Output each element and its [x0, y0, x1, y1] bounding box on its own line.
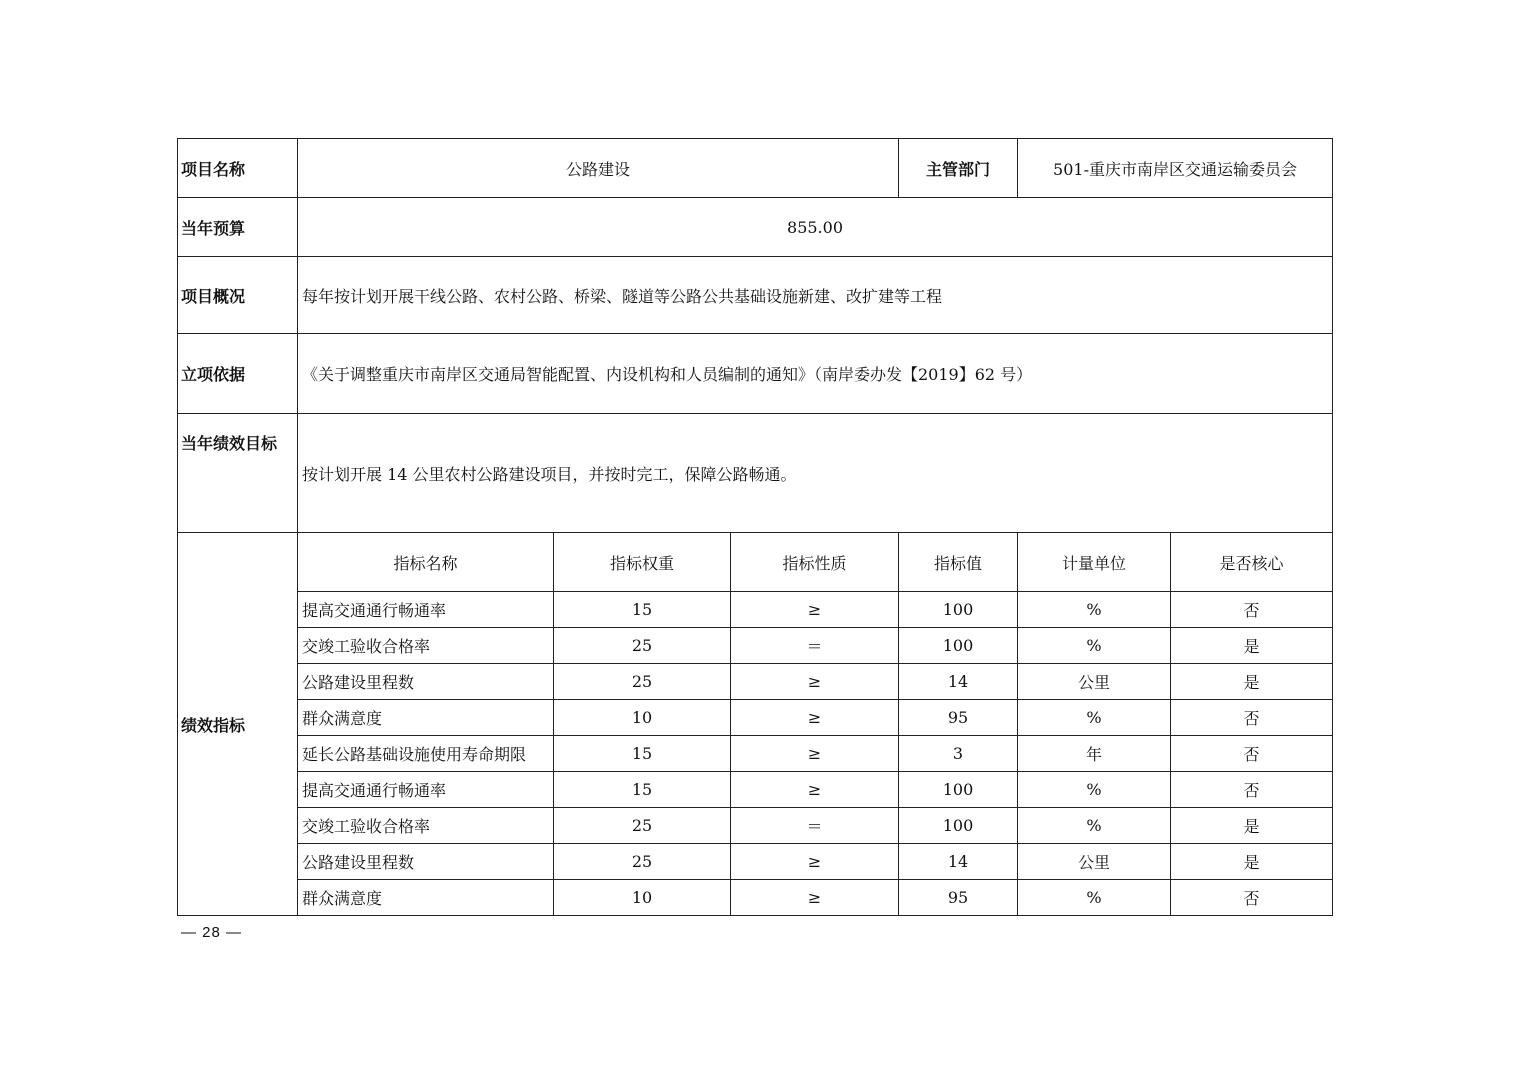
indicator-nature: ＝	[731, 808, 899, 844]
indicator-nature: ≥	[731, 880, 899, 916]
indicator-value: 14	[899, 844, 1018, 880]
indicator-name: 提高交通通行畅通率	[298, 772, 554, 808]
project-performance-table	[177, 138, 1333, 916]
table-row	[178, 880, 1333, 916]
indicator-nature: ≥	[731, 700, 899, 736]
indicator-weight: 25	[554, 808, 731, 844]
table-row	[178, 628, 1333, 664]
indicator-is-core: 否	[1171, 592, 1333, 628]
indicator-is-core: 是	[1171, 664, 1333, 700]
project-name-value: 公路建设	[298, 139, 899, 198]
indicator-value: 100	[899, 772, 1018, 808]
indicator-is-core: 是	[1171, 628, 1333, 664]
indicator-nature: ≥	[731, 664, 899, 700]
indicators-section-label: 绩效指标	[178, 533, 298, 916]
header-indicator-nature: 指标性质	[731, 533, 899, 592]
table-row	[178, 592, 1333, 628]
header-indicator-weight: 指标权重	[554, 533, 731, 592]
table-row	[178, 700, 1333, 736]
indicator-is-core: 否	[1171, 736, 1333, 772]
indicator-weight: 15	[554, 772, 731, 808]
indicator-is-core: 否	[1171, 772, 1333, 808]
project-name-label: 项目名称	[178, 139, 298, 198]
indicator-nature: ≥	[731, 736, 899, 772]
indicator-name: 公路建设里程数	[298, 844, 554, 880]
indicator-unit: %	[1018, 700, 1171, 736]
indicator-weight: 25	[554, 844, 731, 880]
indicator-name: 交竣工验收合格率	[298, 808, 554, 844]
indicator-unit: 公里	[1018, 664, 1171, 700]
header-indicator-value: 指标值	[899, 533, 1018, 592]
department-value: 501-重庆市南岸区交通运输委员会	[1018, 139, 1333, 198]
project-name-row	[178, 139, 1333, 198]
indicator-value: 95	[899, 700, 1018, 736]
indicator-is-core: 否	[1171, 700, 1333, 736]
indicator-value: 95	[899, 880, 1018, 916]
indicator-unit: 公里	[1018, 844, 1171, 880]
indicator-value: 3	[899, 736, 1018, 772]
indicator-value: 100	[899, 592, 1018, 628]
indicator-name: 提高交通通行畅通率	[298, 592, 554, 628]
basis-row	[178, 334, 1333, 414]
basis-value: 《关于调整重庆市南岸区交通局智能配置、内设机构和人员编制的通知》（南岸委办发【2019】62 号）	[298, 334, 1333, 414]
indicator-weight: 15	[554, 736, 731, 772]
indicator-weight: 15	[554, 592, 731, 628]
overview-row	[178, 257, 1333, 334]
goal-row	[178, 414, 1333, 533]
header-is-core: 是否核心	[1171, 533, 1333, 592]
indicator-header-row	[178, 533, 1333, 592]
indicator-unit: %	[1018, 880, 1171, 916]
indicator-weight: 10	[554, 880, 731, 916]
overview-label: 项目概况	[178, 257, 298, 334]
goal-label: 当年绩效目标	[178, 414, 298, 533]
indicator-is-core: 是	[1171, 808, 1333, 844]
budget-row	[178, 198, 1333, 257]
indicator-nature: ≥	[731, 592, 899, 628]
indicator-unit: %	[1018, 592, 1171, 628]
header-indicator-name: 指标名称	[298, 533, 554, 592]
table-row	[178, 844, 1333, 880]
department-label: 主管部门	[899, 139, 1018, 198]
overview-value: 每年按计划开展干线公路、农村公路、桥梁、隧道等公路公共基础设施新建、改扩建等工程	[298, 257, 1333, 334]
table-row	[178, 772, 1333, 808]
indicator-unit: %	[1018, 808, 1171, 844]
header-unit: 计量单位	[1018, 533, 1171, 592]
indicator-nature: ≥	[731, 844, 899, 880]
basis-label: 立项依据	[178, 334, 298, 414]
indicator-is-core: 否	[1171, 880, 1333, 916]
budget-label: 当年预算	[178, 198, 298, 257]
indicator-weight: 25	[554, 664, 731, 700]
indicator-value: 100	[899, 808, 1018, 844]
page-number: — 28 —	[181, 924, 243, 941]
indicator-nature: ≥	[731, 772, 899, 808]
indicator-value: 100	[899, 628, 1018, 664]
indicator-name: 交竣工验收合格率	[298, 628, 554, 664]
indicator-weight: 25	[554, 628, 731, 664]
budget-value: 855.00	[298, 198, 1333, 257]
indicator-unit: %	[1018, 772, 1171, 808]
indicator-name: 群众满意度	[298, 880, 554, 916]
indicator-name: 延长公路基础设施使用寿命期限	[298, 736, 554, 772]
indicator-is-core: 是	[1171, 844, 1333, 880]
indicator-nature: ＝	[731, 628, 899, 664]
indicator-value: 14	[899, 664, 1018, 700]
indicator-unit: 年	[1018, 736, 1171, 772]
table-row	[178, 736, 1333, 772]
indicator-name: 群众满意度	[298, 700, 554, 736]
indicator-name: 公路建设里程数	[298, 664, 554, 700]
indicator-weight: 10	[554, 700, 731, 736]
table-row	[178, 808, 1333, 844]
table-row	[178, 664, 1333, 700]
goal-value: 按计划开展 14 公里农村公路建设项目，并按时完工，保障公路畅通。	[298, 414, 1333, 533]
indicator-unit: %	[1018, 628, 1171, 664]
